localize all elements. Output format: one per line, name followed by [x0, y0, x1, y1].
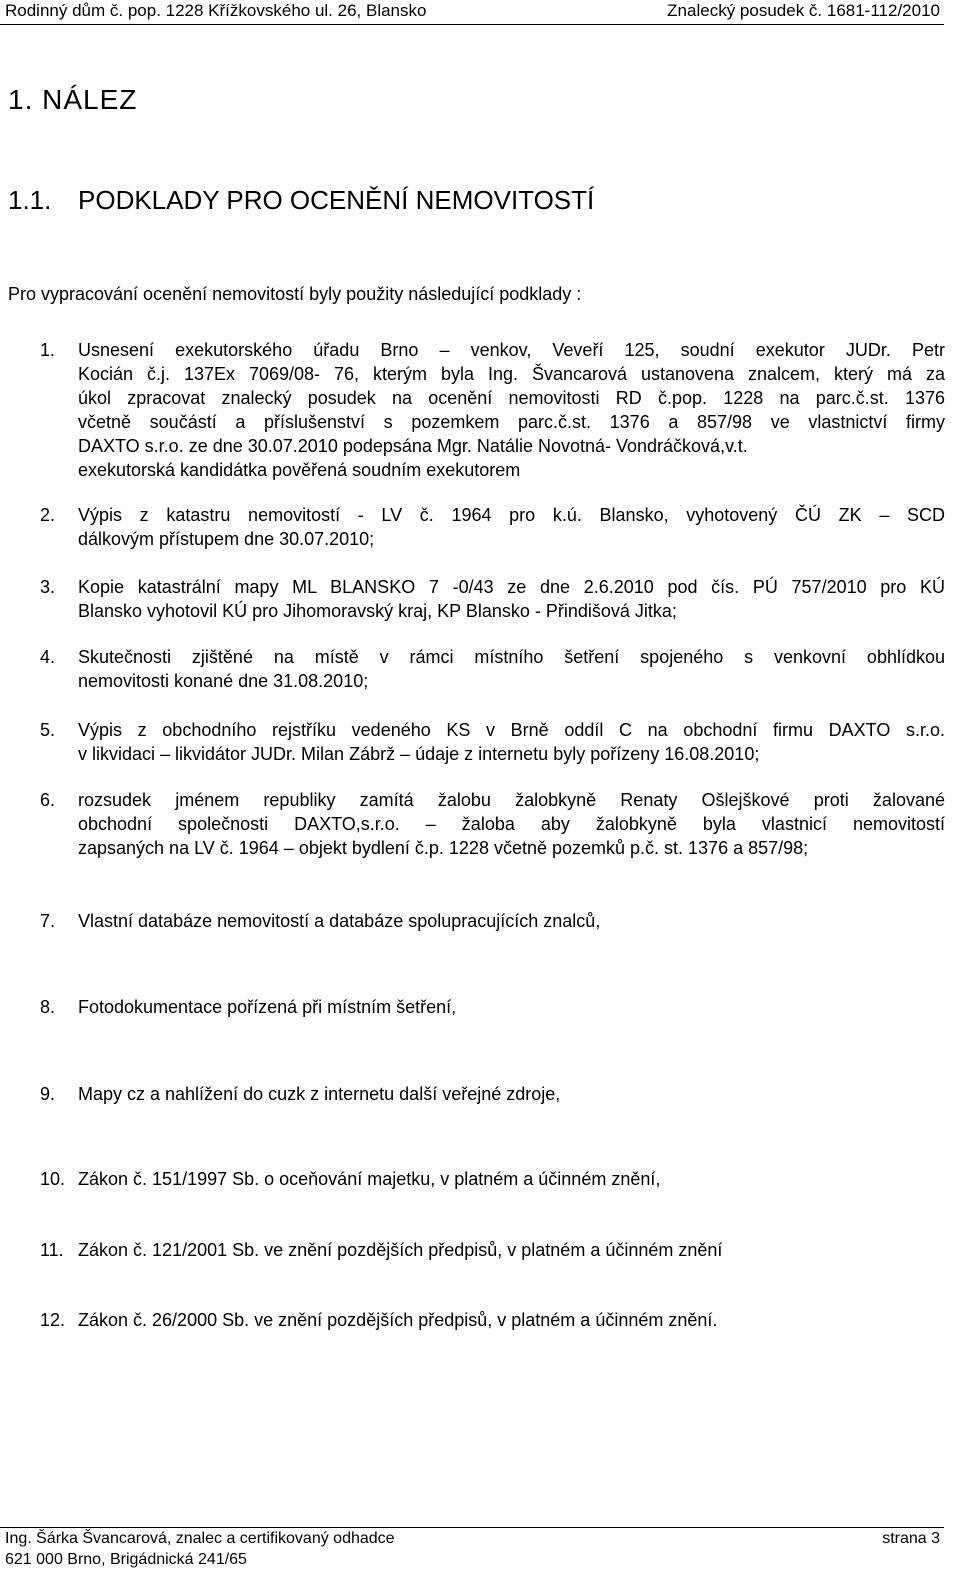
- subsection-heading: [8, 185, 594, 216]
- list-item-number: 1.: [40, 340, 56, 360]
- list-item-text: Výpis z obchodního rejstříku vedeného KS v Brně oddíl C na obchodní firmu DAXTO s.r.o. v likvidaci – likvidátor JUDr. Milan Zábrž – údaje z internetu byly pořízeny 16.08.2010;: [78, 720, 945, 764]
- list-item-text: Fotodokumentace pořízená při místním šetření,: [78, 997, 457, 1017]
- list-item: [40, 1238, 945, 1262]
- header-document-subject: Rodinný dům č. pop. 1228 Křížkovského ul. 26, Blansko: [5, 1, 427, 20]
- list-item-number: 11.: [40, 1240, 64, 1260]
- list-item-text: Zákon č. 151/1997 Sb. o oceňování majetku, v platném a účinném znění,: [78, 1169, 661, 1189]
- list-item: [40, 503, 945, 551]
- list-item-number: 2.: [40, 505, 56, 525]
- list-item-number: 8.: [40, 997, 56, 1017]
- list-item-number: 3.: [40, 577, 56, 597]
- header-report-number: Znalecký posudek č. 1681-112/2010: [667, 1, 940, 20]
- page-number: strana 3: [882, 1530, 940, 1547]
- list-item-text: rozsudek jménem republiky zamítá žalobu žalobkyně Renaty Ošlejškové proti žalované obchodní společnosti DAXTO,s.r.o. – žaloba aby žalobkyně byla vlastnicí nemovitostí zapsaných na LV č. 1964 – objekt bydlení č.p. 1228 včetně pozemků p.č. st. 1376 a 857/98;: [78, 790, 945, 858]
- footer-address: 621 000 Brno, Brigádnická 241/65: [5, 1551, 247, 1568]
- list-item-text: Zákon č. 121/2001 Sb. ve znění pozdějších předpisů, v platném a účinném znění: [78, 1240, 723, 1260]
- list-item: [40, 645, 945, 693]
- list-item-text: Kopie katastrální mapy ML BLANSKO 7 -0/43 ze dne 2.6.2010 pod čís. PÚ 757/2010 pro KÚ Blansko vyhotovil KÚ pro Jihomoravský kraj, KP Blansko - Přindišová Jitka;: [78, 577, 945, 621]
- list-item-number: 7.: [40, 911, 56, 931]
- footer-author: Ing. Šárka Švancarová, znalec a certifikovaný odhadce: [5, 1530, 395, 1547]
- list-item-number: 4.: [40, 647, 56, 667]
- list-item-text: Mapy cz a nahlížení do cuzk z internetu další veřejné zdroje,: [78, 1084, 561, 1104]
- list-item-text: Vlastní databáze nemovitostí a databáze spolupracujících znalců,: [78, 911, 601, 931]
- intro-paragraph: Pro vypracování ocenění nemovitostí byly použity následující podklady :: [8, 284, 582, 304]
- list-item: [40, 718, 945, 766]
- subsection-title: PODKLADY PRO OCENĚNÍ NEMOVITOSTÍ: [78, 185, 595, 215]
- list-item: [40, 1082, 945, 1106]
- list-item: [40, 575, 945, 623]
- list-item: [40, 338, 945, 482]
- list-item-text: Zákon č. 26/2000 Sb. ve znění pozdějších předpisů, v platném a účinném znění.: [78, 1310, 718, 1330]
- list-item: [40, 995, 945, 1019]
- list-item-text: Usnesení exekutorského úřadu Brno – venkov, Veveří 125, soudní exekutor JUDr. Petr Kocián č.j. 137Ex 7069/08- 76, kterým byla Ing. Švancarová ustanovena znalcem, který má za úkol zpracovat znalecký posudek na ocenění nemovitosti RD č.pop. 1228 na parc.č.st. 1376 včetně součástí a příslušenství s pozemkem parc.č.st. 1376 a 857/98 ve vlastnictví firmy DAXTO s.r.o. ze dne 30.07.2010 podepsána Mgr. Natálie Novotná- Vondráčková,v.t. exekutorská kandidátka pověřená soudním exekutorem: [78, 340, 945, 480]
- list-item: [40, 1167, 945, 1191]
- list-item-number: 9.: [40, 1084, 56, 1104]
- list-item-number: 5.: [40, 720, 56, 740]
- page-footer: [0, 1527, 944, 1568]
- list-item-text: Skutečnosti zjištěné na místě v rámci místního šetření spojeného s venkovní obhlídkou nemovitosti konané dne 31.08.2010;: [78, 647, 945, 691]
- section-heading: 1. NÁLEZ: [8, 84, 138, 115]
- list-item-number: 10.: [40, 1169, 66, 1189]
- list-item-number: 6.: [40, 790, 56, 810]
- list-item-number: 12.: [40, 1310, 66, 1330]
- subsection-number: 1.1.: [8, 185, 52, 215]
- list-item-text: Výpis z katastru nemovitostí - LV č. 1964 pro k.ú. Blansko, vyhotovený ČÚ ZK – SCD dálkovým přístupem dne 30.07.2010;: [78, 505, 945, 549]
- list-item: [40, 788, 945, 860]
- list-item: [40, 1308, 945, 1332]
- page-header: [0, 0, 944, 25]
- list-item: [40, 909, 945, 933]
